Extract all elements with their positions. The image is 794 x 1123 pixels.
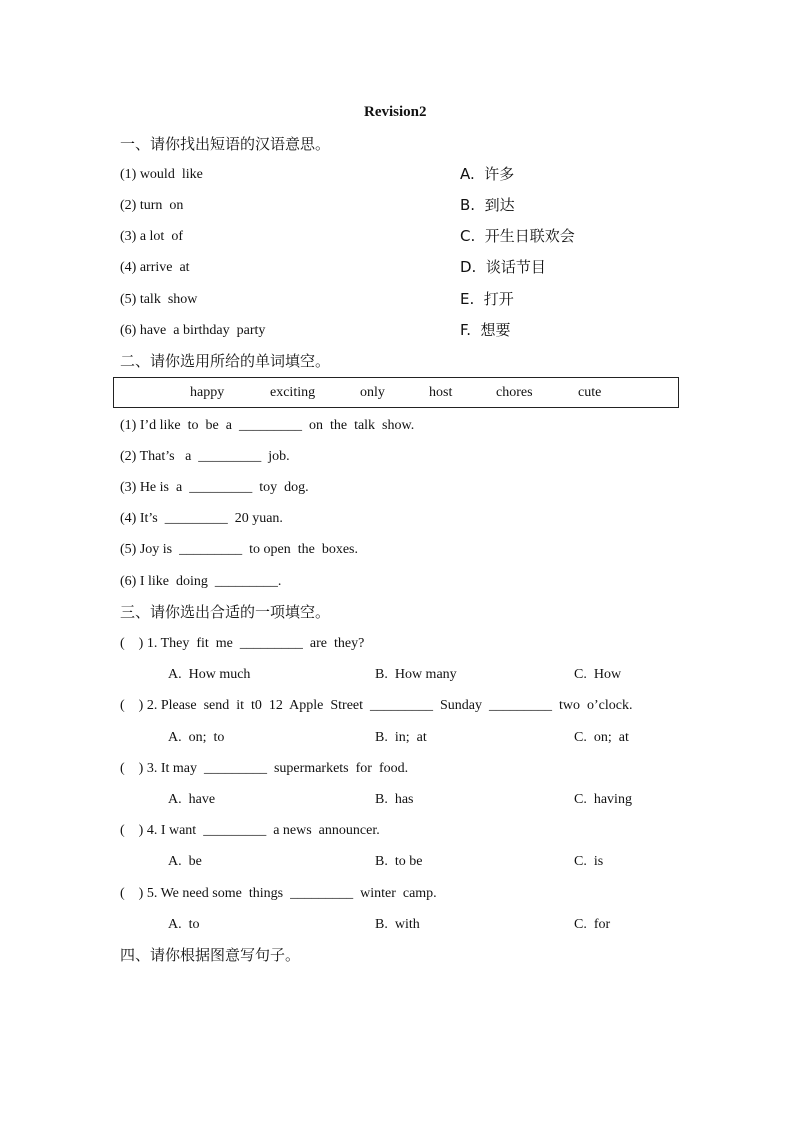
meaning-d: D. 谈话节目 <box>460 258 546 276</box>
option-3c: C. having <box>574 792 632 807</box>
phrase-6: (6) have a birthday party <box>120 323 266 338</box>
fill-sentence-2: (2) That’s a _________ job. <box>120 449 290 464</box>
option-2c: C. on; at <box>574 730 629 745</box>
option-5b: B. with <box>375 917 420 932</box>
option-1b: B. How many <box>375 667 457 682</box>
word-bank-item: chores <box>496 385 533 400</box>
meaning-b: B. 到达 <box>460 196 515 214</box>
phrase-2: (2) turn on <box>120 198 184 213</box>
fill-sentence-1: (1) I’d like to be a _________ on the talk show. <box>120 418 415 433</box>
phrase-3: (3) a lot of <box>120 229 183 244</box>
option-4b: B. to be <box>375 854 423 869</box>
word-bank-item: happy <box>190 385 225 400</box>
fill-sentence-6: (6) I like doing _________. <box>120 574 282 589</box>
option-3b: B. has <box>375 792 414 807</box>
word-bank-item: exciting <box>270 385 316 400</box>
option-3a: A. have <box>168 792 216 807</box>
option-2b: B. in; at <box>375 730 427 745</box>
option-4a: A. be <box>168 854 202 869</box>
phrase-5: (5) talk show <box>120 292 198 307</box>
question-5: ( ) 5. We need some things _________ winter camp. <box>120 886 437 901</box>
meaning-f: F. 想要 <box>460 321 511 339</box>
section2-heading: 二、请你选用所给的单词填空。 <box>120 352 331 370</box>
option-2a: A. on; to <box>168 730 225 745</box>
word-bank <box>113 377 679 408</box>
question-1: ( ) 1. They fit me _________ are they? <box>120 636 365 651</box>
meaning-c: C. 开生日联欢会 <box>460 227 575 245</box>
word-bank-item: only <box>360 385 385 400</box>
word-bank-item: cute <box>578 385 602 400</box>
meaning-e: E. 打开 <box>460 290 514 308</box>
phrase-4: (4) arrive at <box>120 260 190 275</box>
question-3: ( ) 3. It may _________ supermarkets for food. <box>120 761 409 776</box>
option-4c: C. is <box>574 854 604 869</box>
question-4: ( ) 4. I want _________ a news announcer. <box>120 823 380 838</box>
option-5a: A. to <box>168 917 200 932</box>
section1-heading: 一、请你找出短语的汉语意思。 <box>120 135 331 153</box>
fill-sentence-3: (3) He is a _________ toy dog. <box>120 480 309 495</box>
word-bank-item: host <box>429 385 453 400</box>
section4-heading: 四、请你根据图意写句子。 <box>120 946 301 964</box>
option-1c: C. How <box>574 667 622 682</box>
question-2: ( ) 2. Please send it t0 12 Apple Street _________ Sunday _________ two o’clock. <box>120 698 633 713</box>
phrase-1: (1) would like <box>120 167 203 182</box>
fill-sentence-4: (4) It’s _________ 20 yuan. <box>120 511 283 526</box>
option-1a: A. How much <box>168 667 251 682</box>
meaning-a: A. 许多 <box>460 165 515 183</box>
section3-heading: 三、请你选出合适的一项填空。 <box>120 603 331 621</box>
option-5c: C. for <box>574 917 611 932</box>
page-title: Revision2 <box>364 104 427 120</box>
fill-sentence-5: (5) Joy is _________ to open the boxes. <box>120 542 358 557</box>
